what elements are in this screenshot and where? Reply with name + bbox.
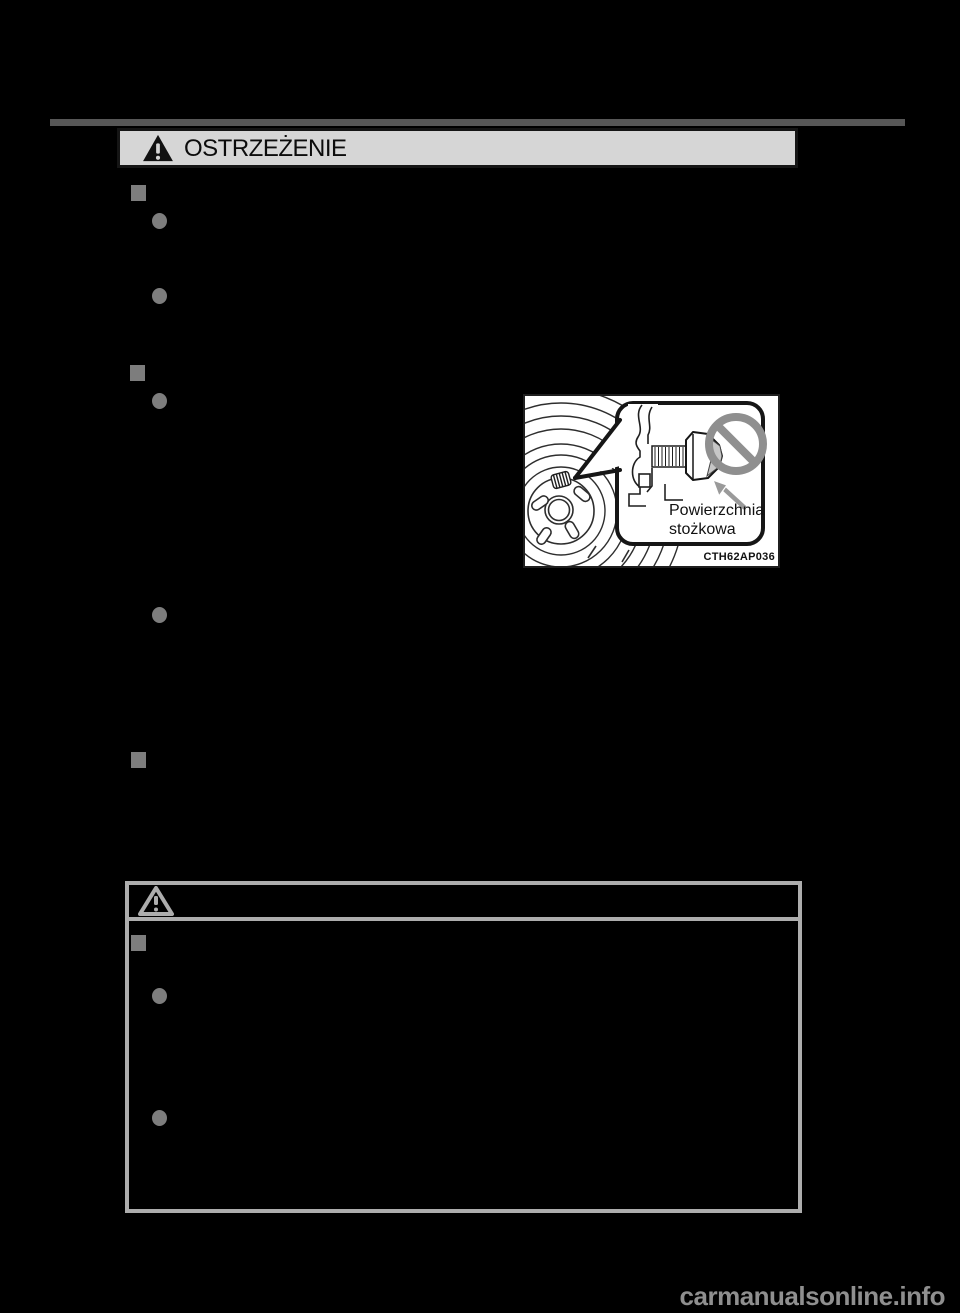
top-divider-rule — [50, 119, 905, 126]
warning-outline-box — [125, 881, 802, 1213]
break-tick-marks — [588, 546, 629, 562]
warning-triangle-icon — [142, 134, 174, 162]
warning-header-box — [117, 128, 798, 168]
warning-triangle-outline-icon — [138, 886, 174, 916]
section-bullet-square — [131, 752, 146, 768]
site-watermark: carmanualsonline.info — [679, 1281, 945, 1311]
figure-code: CTH62AP036 — [703, 551, 775, 563]
figure-label — [669, 501, 764, 539]
wheel-nut-figure — [523, 394, 780, 568]
section-bullet-square — [131, 185, 146, 201]
list-bullet-circle — [152, 213, 167, 229]
section-bullet-square — [130, 365, 145, 381]
wheel-nut-drawing — [525, 396, 778, 566]
figure-label-line1: Powierzchnia — [669, 502, 765, 519]
list-bullet-circle — [152, 607, 167, 623]
wheel-hub-drawing — [528, 478, 594, 546]
list-bullet-circle — [152, 988, 167, 1004]
stud-shaft-section — [652, 446, 686, 467]
list-bullet-circle — [152, 1110, 167, 1126]
figure-label-line2: stożkowa — [669, 521, 736, 538]
warning-outline-header — [129, 885, 798, 921]
list-bullet-circle — [152, 393, 167, 409]
section-bullet-square — [131, 935, 146, 951]
list-bullet-circle — [152, 288, 167, 304]
warning-title: OSTRZEŻENIE — [184, 134, 347, 162]
